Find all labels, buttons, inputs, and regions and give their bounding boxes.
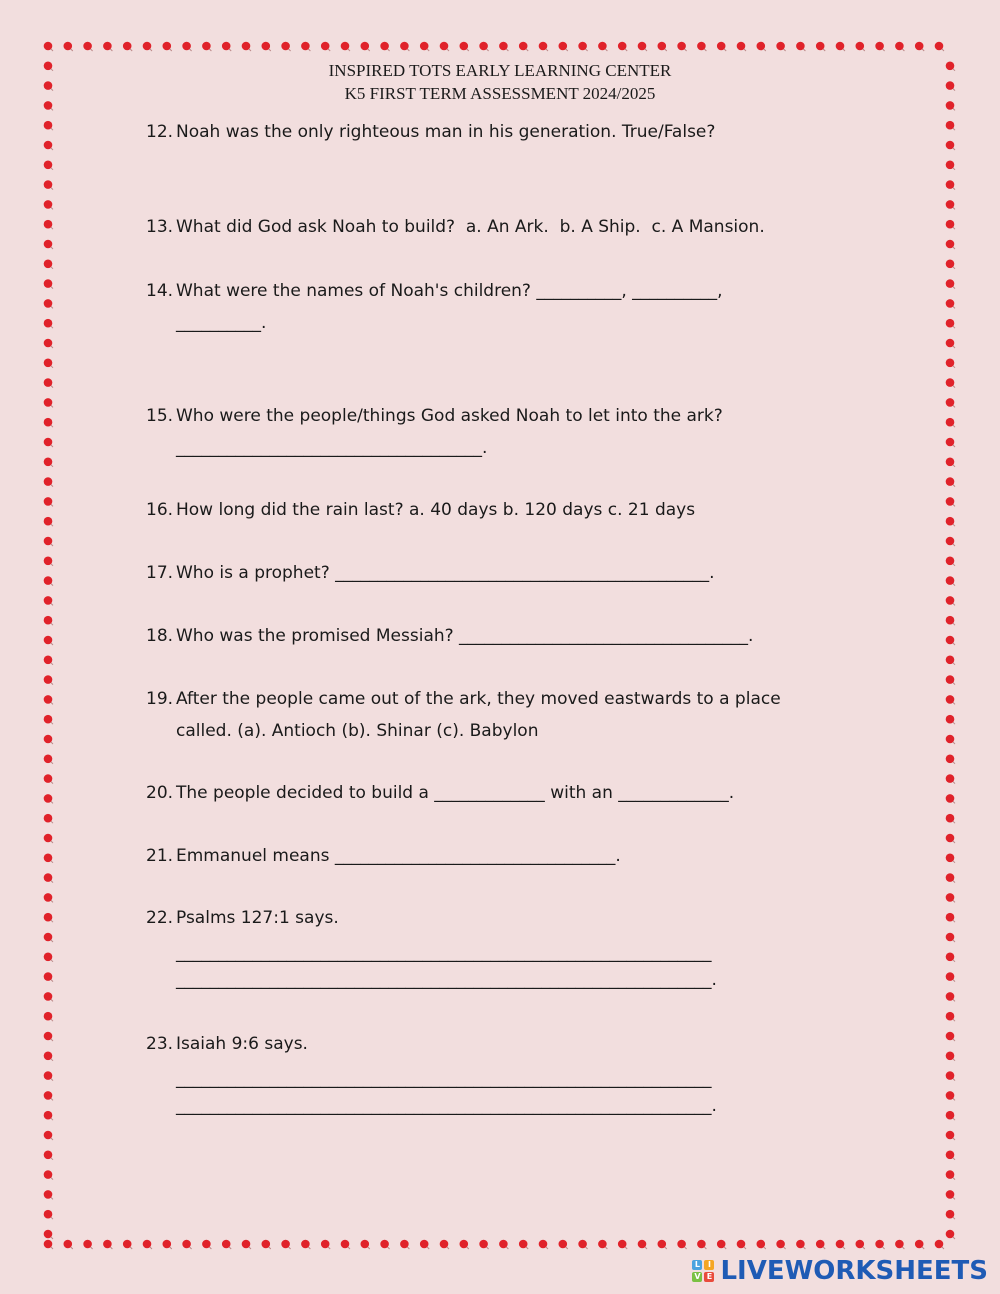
border-pin [44, 913, 53, 922]
border-pin [946, 418, 955, 427]
border-pin [202, 1240, 211, 1249]
border-pin [796, 1240, 805, 1249]
border-pin [44, 260, 53, 269]
border-pin [946, 873, 955, 882]
border-pin [479, 1240, 488, 1249]
border-pin [44, 656, 53, 665]
border-pin [856, 42, 865, 51]
question-17: 17. Who is a prophet? ____________________________________________. [146, 563, 715, 583]
border-pin [44, 1210, 53, 1219]
border-pin [946, 1170, 955, 1179]
border-pin [946, 1032, 955, 1041]
border-pin [44, 735, 53, 744]
border-pin [242, 42, 251, 51]
border-pin [44, 161, 53, 170]
border-pin [163, 42, 172, 51]
border-pin [946, 1052, 955, 1061]
border-pin [44, 339, 53, 348]
answer-blank[interactable]: ____________________________________. [176, 438, 488, 458]
border-pin [737, 42, 746, 51]
border-pin [946, 1111, 955, 1120]
border-pin [44, 497, 53, 506]
border-pin [222, 1240, 231, 1249]
question-20: 20. The people decided to build a _____________ with an _____________. [146, 783, 735, 803]
border-pin [559, 1240, 568, 1249]
border-pin [44, 1190, 53, 1199]
border-pin [946, 378, 955, 387]
border-pin [697, 1240, 706, 1249]
border-pin [946, 854, 955, 863]
border-pin [44, 398, 53, 407]
border-pin [836, 42, 845, 51]
border-pin [717, 1240, 726, 1249]
border-pin [143, 42, 152, 51]
border-pin [44, 972, 53, 981]
border-pin [321, 42, 330, 51]
border-pin [301, 42, 310, 51]
border-pin [440, 42, 449, 51]
border-pin [578, 1240, 587, 1249]
border-pin [946, 359, 955, 368]
border-pin [946, 517, 955, 526]
border-pin [946, 240, 955, 249]
border-pin [875, 1240, 884, 1249]
border-pin [44, 596, 53, 605]
border-pin [658, 42, 667, 51]
border-pin [717, 42, 726, 51]
border-pin [44, 794, 53, 803]
border-pin [44, 992, 53, 1001]
border-pin [946, 180, 955, 189]
question-23: 23. Isaiah 9:6 says. [146, 1034, 308, 1054]
answer-line[interactable]: _______________________________________________________________. [176, 970, 717, 990]
border-pin [380, 42, 389, 51]
border-pin [143, 1240, 152, 1249]
border-pin [64, 1240, 73, 1249]
border-pin [935, 42, 944, 51]
border-pin [83, 1240, 92, 1249]
border-pin [946, 398, 955, 407]
border-pin [946, 794, 955, 803]
border-pin [123, 1240, 132, 1249]
border-pin [946, 913, 955, 922]
border-pin [44, 893, 53, 902]
border-pin [946, 636, 955, 645]
border-pin [222, 42, 231, 51]
border-pin [44, 299, 53, 308]
border-pin [262, 42, 271, 51]
border-pin [44, 418, 53, 427]
border-pin [519, 42, 528, 51]
border-pin [836, 1240, 845, 1249]
border-pin [281, 42, 290, 51]
border-pin [598, 42, 607, 51]
question-18: 18. Who was the promised Messiah? __________________________________. [146, 626, 754, 646]
liveworksheets-logo[interactable] [692, 1256, 988, 1286]
border-pin [946, 1091, 955, 1100]
question-22: 22. Psalms 127:1 says. [146, 908, 339, 928]
border-pin [44, 1012, 53, 1021]
border-pin [915, 42, 924, 51]
border-pin [44, 141, 53, 150]
border-pin [757, 1240, 766, 1249]
border-pin [578, 42, 587, 51]
border-pin [935, 1240, 944, 1249]
border-pin [638, 1240, 647, 1249]
border-pin [796, 42, 805, 51]
border-pin [946, 121, 955, 130]
border-pin [946, 755, 955, 764]
border-pin [44, 1151, 53, 1160]
border-pin [875, 42, 884, 51]
border-pin [44, 1240, 53, 1249]
border-pin [182, 1240, 191, 1249]
border-pin [479, 42, 488, 51]
question-21: 21. Emmanuel means _________________________________. [146, 846, 621, 866]
border-pin [697, 42, 706, 51]
border-pin [44, 220, 53, 229]
question-15: 15. Who were the people/things God asked Noah to let into the ark? [146, 406, 723, 426]
question-14: 14. What were the names of Noah's children? __________, __________, [146, 281, 723, 301]
answer-line[interactable]: _______________________________________________________________ [176, 943, 712, 963]
border-pin [946, 1210, 955, 1219]
border-pin [946, 576, 955, 585]
border-pin [499, 1240, 508, 1249]
border-pin [946, 675, 955, 684]
border-pin [44, 636, 53, 645]
border-pin [44, 1170, 53, 1179]
border-pin [44, 477, 53, 486]
border-pin [946, 834, 955, 843]
border-pin [946, 992, 955, 1001]
border-pin [658, 1240, 667, 1249]
border-pin [44, 854, 53, 863]
border-pin [44, 715, 53, 724]
border-pin [44, 873, 53, 882]
border-pin [539, 42, 548, 51]
border-pin [499, 42, 508, 51]
border-pin [400, 1240, 409, 1249]
border-pin [341, 42, 350, 51]
border-pin [776, 1240, 785, 1249]
question-19: 19. After the people came out of the ark, they moved eastwards to a place [146, 689, 781, 709]
border-pin [44, 319, 53, 328]
border-pin [946, 656, 955, 665]
border-pin [380, 1240, 389, 1249]
border-pin [946, 953, 955, 962]
border-pin [202, 42, 211, 51]
border-pin [44, 1230, 53, 1239]
border-pin [946, 438, 955, 447]
border-pin [519, 1240, 528, 1249]
border-pin [946, 1131, 955, 1140]
border-pin [946, 319, 955, 328]
border-pin [44, 180, 53, 189]
border-pin [946, 933, 955, 942]
border-pin [816, 1240, 825, 1249]
border-pin [946, 220, 955, 229]
border-pin [946, 1071, 955, 1080]
border-pin [44, 279, 53, 288]
border-pin [816, 42, 825, 51]
border-pin [946, 200, 955, 209]
border-pin [776, 42, 785, 51]
border-pin [182, 42, 191, 51]
border-pin [946, 616, 955, 625]
border-pin [946, 1012, 955, 1021]
border-pin [946, 893, 955, 902]
border-pin [946, 814, 955, 823]
border-pin [103, 42, 112, 51]
logo-text: LIVEWORKSHEETS [720, 1256, 988, 1286]
border-pin [946, 497, 955, 506]
answer-blank[interactable]: __________. [176, 313, 267, 333]
border-pin [44, 458, 53, 467]
border-pin [946, 477, 955, 486]
border-pin [460, 1240, 469, 1249]
border-pin [44, 814, 53, 823]
border-pin [44, 576, 53, 585]
border-pin [946, 735, 955, 744]
border-pin [44, 695, 53, 704]
border-pin [44, 1131, 53, 1140]
border-pin [44, 1032, 53, 1041]
border-pin [44, 755, 53, 764]
border-pin [677, 1240, 686, 1249]
border-pin [946, 715, 955, 724]
border-pin [946, 260, 955, 269]
border-pin [895, 42, 904, 51]
border-pin [638, 42, 647, 51]
border-pin [44, 557, 53, 566]
border-pin [44, 517, 53, 526]
border-pin [123, 42, 132, 51]
question-12: 12. Noah was the only righteous man in his generation. True/False? [146, 122, 716, 142]
school-name: INSPIRED TOTS EARLY LEARNING CENTER [328, 61, 672, 80]
border-pin [44, 438, 53, 447]
answer-line[interactable]: _______________________________________________________________. [176, 1096, 717, 1116]
border-pin [44, 953, 53, 962]
border-pin [440, 1240, 449, 1249]
border-pin [301, 1240, 310, 1249]
answer-line[interactable]: _______________________________________________________________ [176, 1069, 712, 1089]
border-pin [946, 557, 955, 566]
border-pin [946, 458, 955, 467]
border-pin [103, 1240, 112, 1249]
border-pin [915, 1240, 924, 1249]
border-pin [946, 774, 955, 783]
border-pin [460, 42, 469, 51]
question-19-options: called. (a). Antioch (b). Shinar (c). Babylon [176, 721, 539, 741]
border-pin [361, 42, 370, 51]
border-pin [44, 121, 53, 130]
border-pin [946, 339, 955, 348]
border-pin [539, 1240, 548, 1249]
border-pin [44, 616, 53, 625]
border-pin [598, 1240, 607, 1249]
border-pin [856, 1240, 865, 1249]
border-pin [946, 1151, 955, 1160]
border-pin [321, 1240, 330, 1249]
border-pin [44, 1052, 53, 1061]
border-pin [946, 1230, 955, 1239]
border-pin [44, 834, 53, 843]
border-pin [44, 378, 53, 387]
border-pin [946, 279, 955, 288]
border-pin [44, 1111, 53, 1120]
border-pin [44, 933, 53, 942]
logo-mark-icon: L I V E [692, 1260, 714, 1282]
border-pin [163, 1240, 172, 1249]
border-pin [677, 42, 686, 51]
border-pin [400, 42, 409, 51]
border-pin [44, 200, 53, 209]
border-pin [44, 675, 53, 684]
border-pin [946, 972, 955, 981]
border-pin [341, 1240, 350, 1249]
border-pin [618, 1240, 627, 1249]
border-pin [946, 141, 955, 150]
border-pin [946, 596, 955, 605]
border-pin [361, 1240, 370, 1249]
border-pin [946, 299, 955, 308]
border-pin [895, 1240, 904, 1249]
border-pin [737, 1240, 746, 1249]
assessment-title: K5 FIRST TERM ASSESSMENT 2024/2025 [344, 84, 656, 103]
border-pin [757, 42, 766, 51]
border-pin [946, 1190, 955, 1199]
border-pin [44, 1091, 53, 1100]
border-pin [64, 42, 73, 51]
border-pin [44, 359, 53, 368]
border-pin [44, 774, 53, 783]
border-pin [420, 1240, 429, 1249]
border-pin [946, 161, 955, 170]
border-pin [262, 1240, 271, 1249]
border-pin [44, 1071, 53, 1080]
border-pin [44, 240, 53, 249]
border-pin [44, 42, 53, 51]
border-pin [242, 1240, 251, 1249]
border-pin [946, 695, 955, 704]
question-13: 13. What did God ask Noah to build? a. An Ark. b. A Ship. c. A Mansion. [146, 217, 765, 237]
border-pin [44, 537, 53, 546]
border-pin [83, 42, 92, 51]
border-pin [559, 42, 568, 51]
border-pin [618, 42, 627, 51]
border-pin [281, 1240, 290, 1249]
border-pin [420, 42, 429, 51]
question-16: 16. How long did the rain last? a. 40 days b. 120 days c. 21 days [146, 500, 696, 520]
border-pin [946, 537, 955, 546]
